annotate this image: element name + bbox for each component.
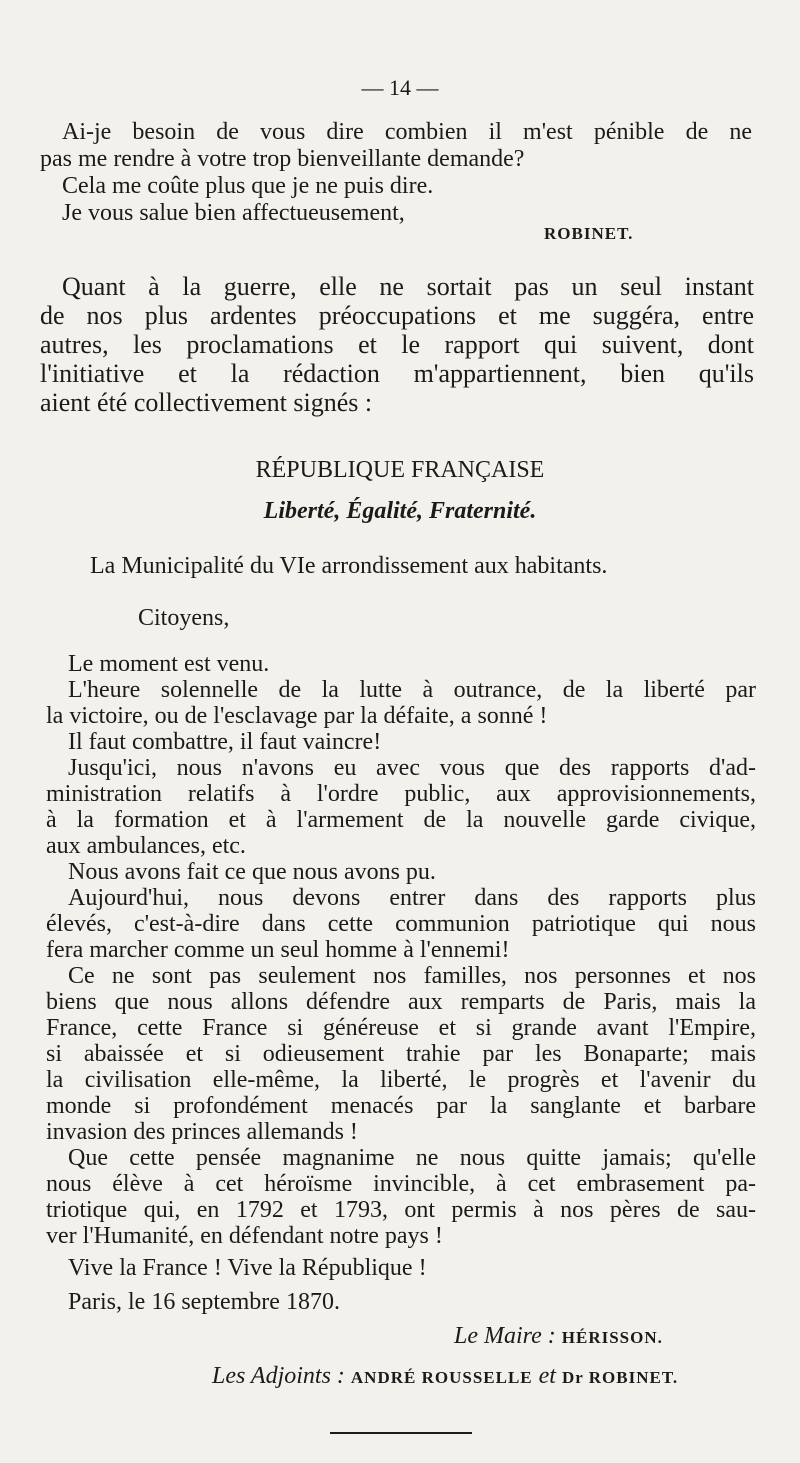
proclamation-line: Aujourd'hui, nous devons entrer dans des rapports plus — [68, 885, 756, 911]
page-number: — 14 — — [361, 75, 439, 100]
letter-signature: ROBINET. — [544, 224, 634, 243]
proclamation-motto: Liberté, Égalité, Fraternité. — [263, 498, 537, 524]
proclamation-line: élevés, c'est-à-dire dans cette communion patriotique qui nous — [46, 911, 756, 937]
maire-name: HÉRISSON. — [561, 1328, 663, 1347]
narrative-line: l'initiative et la rédaction m'appartiennent, bien qu'ils — [40, 359, 754, 388]
proclamation-line: si abaissée et si odieusement trahie par les Bonaparte; mais — [46, 1041, 756, 1067]
proclamation-line: triotique qui, en 1792 et 1793, ont permis à nos pères de sau- — [46, 1197, 756, 1223]
adjoints-signature — [212, 1362, 678, 1392]
proclamation-line: invasion des princes allemands ! — [46, 1119, 358, 1145]
proclamation-address: La Municipalité du VIe arrondissement aux habitants. — [90, 553, 608, 579]
adjoints-label: Les Adjoints : — [212, 1363, 345, 1389]
narrative-line: aient été collectivement signés : — [40, 388, 373, 417]
maire-label: Le Maire : — [454, 1323, 556, 1349]
letter-line: Cela me coûte plus que je ne puis dire. — [62, 173, 434, 199]
proclamation-line: la victoire, ou de l'esclavage par la défaite, a sonné ! — [46, 703, 548, 729]
proclamation-line: monde si profondément menacés par la sanglante et barbare — [46, 1093, 756, 1119]
proclamation-line: ver l'Humanité, en défendant notre pays ! — [46, 1223, 443, 1249]
proclamation-line: Que cette pensée magnanime ne nous quitte jamais; qu'elle — [68, 1145, 756, 1171]
proclamation-heading: RÉPUBLIQUE FRANÇAISE — [255, 457, 545, 483]
proclamation-line: France, cette France si généreuse et si grande avant l'Empire, — [46, 1015, 756, 1041]
narrative-line: autres, les proclamations et le rapport qui suivent, dont — [40, 330, 754, 359]
proclamation-line: Jusqu'ici, nous n'avons eu avec vous que des rapports d'ad- — [68, 755, 756, 781]
proclamation-date: Paris, le 16 septembre 1870. — [68, 1289, 340, 1315]
proclamation-line: aux ambulances, etc. — [46, 833, 246, 859]
proclamation-line: Le moment est venu. — [68, 651, 270, 677]
proclamation-closing: Vive la France ! Vive la République ! — [68, 1255, 427, 1281]
proclamation-line: biens que nous allons défendre aux remparts de Paris, mais la — [46, 989, 756, 1015]
adjoint-name: ANDRÉ ROUSSELLE — [350, 1368, 533, 1387]
letter-line: Ai-je besoin de vous dire combien il m'est pénible de ne — [62, 119, 752, 145]
proclamation-line: Il faut combattre, il faut vaincre! — [68, 729, 382, 755]
adjoint-name: Dr ROBINET. — [561, 1368, 679, 1387]
maire-signature — [454, 1322, 663, 1352]
narrative-line: Quant à la guerre, elle ne sortait pas un seul instant — [62, 272, 754, 301]
proclamation-line: L'heure solennelle de la lutte à outrance, de la liberté par — [68, 677, 756, 703]
proclamation-line: Nous avons fait ce que nous avons pu. — [68, 859, 436, 885]
closing-rule — [330, 1432, 472, 1434]
proclamation-line: Ce ne sont pas seulement nos familles, nos personnes et nos — [68, 963, 756, 989]
proclamation-salutation: Citoyens, — [138, 605, 230, 631]
letter-line: pas me rendre à votre trop bienveillante demande? — [40, 146, 525, 172]
adjoints-conjunction: et — [538, 1363, 556, 1389]
proclamation-line: fera marcher comme un seul homme à l'ennemi! — [46, 937, 510, 963]
proclamation-line: la civilisation elle-même, la liberté, le progrès et l'avenir du — [46, 1067, 756, 1093]
proclamation-line: nous élève à cet héroïsme invincible, à cet embrasement pa- — [46, 1171, 756, 1197]
proclamation-line: ministration relatifs à l'ordre public, aux approvisionnements, — [46, 781, 756, 807]
letter-line: Je vous salue bien affectueusement, — [62, 200, 405, 226]
proclamation-line: à la formation et à l'armement de la nouvelle garde civique, — [46, 807, 756, 833]
narrative-line: de nos plus ardentes préoccupations et me suggéra, entre — [40, 301, 754, 330]
